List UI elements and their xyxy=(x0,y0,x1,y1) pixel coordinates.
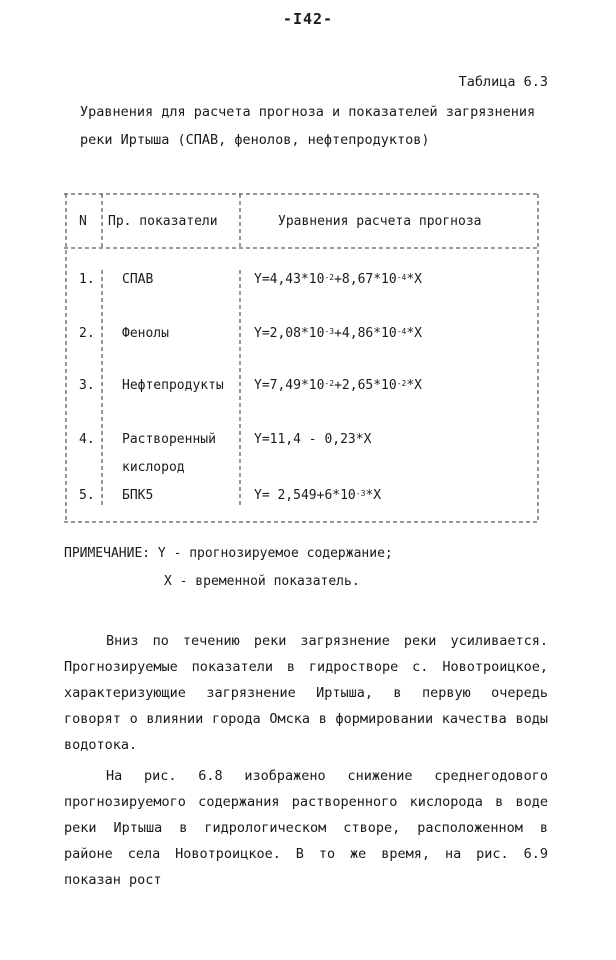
header-equations: Уравнения расчета прогноза xyxy=(278,214,482,229)
row-1-equation: $Y=4,43*10^{-2}+8,67*10^{-4}*X$ xyxy=(254,272,423,287)
forecast-equations-table xyxy=(64,190,544,526)
row-3-indicator: Нефтепродукты xyxy=(122,378,224,393)
row-3-equation: $Y=7,49*10^{-2}+2,65*10^{-2}*X$ xyxy=(254,378,423,393)
row-4-indicator-line-2: кислород xyxy=(122,460,185,475)
row-4-number: 4. xyxy=(79,432,95,447)
row-1-number: 1. xyxy=(79,272,95,287)
header-indicators: Пр. показатели xyxy=(108,214,218,229)
note-y-definition: Y - прогнозируемое содержание; xyxy=(157,546,393,561)
row-3-number: 3. xyxy=(79,378,95,393)
body-paragraph-2: На рис. 6.8 изображено снижение среднегодового прогнозируемого содержания растворенного кислорода в воде реки Иртыша в гидрологическом створе, расположенном в районе села Новотроицкое. В то же время, на рис. 6.9 показан рост xyxy=(64,768,548,888)
row-2-indicator: Фенолы xyxy=(122,326,169,341)
row-4-equation: Y=11,4 - 0,23*X xyxy=(254,432,372,447)
table-label: Таблица 6.3 xyxy=(458,74,548,90)
table-caption-line-1: Уравнения для расчета прогноза и показателей загрязнения xyxy=(80,104,536,120)
table-caption-line-2: реки Иртыша (СПАВ, фенолов, нефтепродуктов) xyxy=(80,132,430,148)
table-borders xyxy=(64,190,544,526)
note-label: ПРИМЕЧАНИЕ: xyxy=(64,546,151,561)
row-2-equation: $Y=2,08*10^{-3}+4,86*10^{-4}*X$ xyxy=(254,326,423,341)
row-5-number: 5. xyxy=(79,488,95,503)
note-x-definition: X - временной показатель. xyxy=(164,574,360,589)
header-number: N xyxy=(79,214,87,229)
page-number: -I42- xyxy=(282,10,334,28)
row-5-indicator: БПК5 xyxy=(122,488,154,503)
row-2-number: 2. xyxy=(79,326,95,341)
row-1-indicator: СПАВ xyxy=(122,272,154,287)
note-line-1 xyxy=(64,546,393,561)
body-paragraph-1: Вниз по течению реки загрязнение реки усиливается. Прогнозируемые показатели в гидростворе с. Новотроицкое, характеризующие загрязнение Иртыша, в первую очередь говорят о влиянии города Омска в формировании качества воды водотока. xyxy=(64,633,548,753)
row-4-indicator: Растворенный xyxy=(122,432,216,447)
row-5-equation: $Y= 2,549+6*10^{-3}*X$ xyxy=(254,488,382,503)
